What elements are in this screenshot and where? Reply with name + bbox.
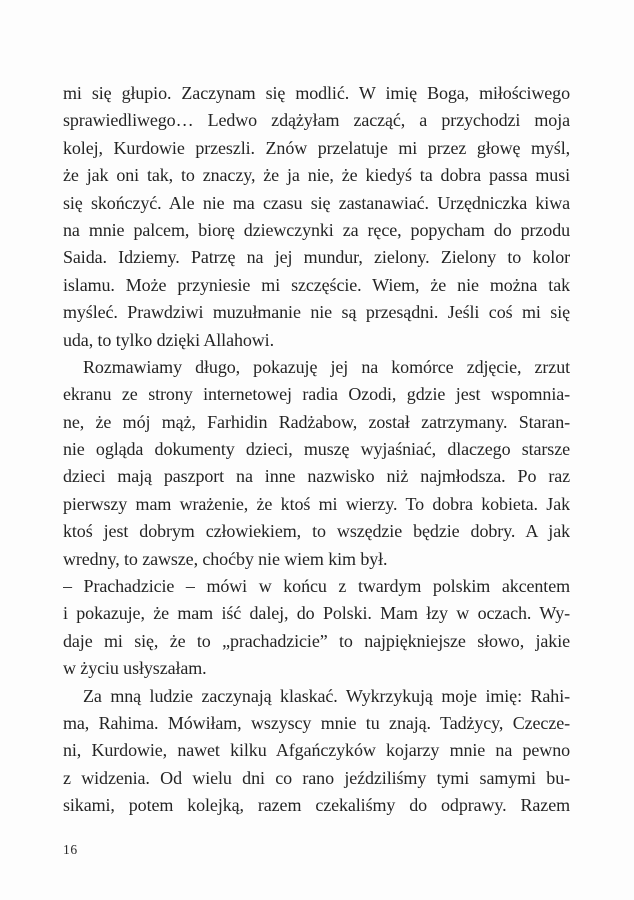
text-line: że jak oni tak, to znaczy, że ja nie, że kiedyś ta dobra passa musi — [63, 165, 570, 186]
text-line: dzieci mają paszport na inne nazwisko niż najmłodsza. Po raz — [63, 466, 570, 487]
text-line-paragraph-end: uda, to tylko dzięki Allahowi. — [63, 329, 274, 350]
text-line: nie ogląda dokumenty dzieci, muszę wyjaśniać, dlaczego starsze — [63, 439, 570, 460]
text-line-paragraph-end: w życiu usłyszałam. — [63, 658, 207, 679]
text-line-dialogue-start: – Prachadzicie – mówi w końcu z twardym polskim akcentem — [63, 576, 570, 597]
text-line: mi się głupio. Zaczynam się modlić. W imię Boga, miłościwego — [63, 83, 570, 103]
text-line: ni, Kurdowie, nawet kilku Afgańczyków kojarzy mnie na pewno — [63, 740, 570, 761]
text-line: kolej, Kurdowie przeszli. Znów przelatuje mi przez głowę myśl, — [63, 137, 570, 158]
text-line: ktoś jest dobrym człowiekiem, to wszędzie będzie dobry. A jak — [63, 521, 570, 542]
text-line: ma, Rahima. Mówiłam, wszyscy mnie tu znają. Tadżycy, Czecze- — [63, 712, 570, 733]
text-line: daje mi się, że to „prachadzicie” to najpiękniejsze słowo, jakie — [63, 630, 570, 651]
text-line-paragraph-end: wredny, to zawsze, choćby nie wiem kim był. — [63, 548, 388, 569]
page-number: 16 — [63, 842, 78, 857]
text-line: pierwszy mam wrażenie, że ktoś mi wierzy. To dobra kobieta. Jak — [63, 493, 570, 514]
text-line: islamu. Może przyniesie mi szczęście. Wiem, że nie można tak — [63, 274, 570, 295]
text-line: sprawiedliwego… Ledwo zdążyłam zacząć, a przychodzi moja — [63, 110, 570, 131]
body-text — [63, 80, 570, 820]
text-line: myśleć. Prawdziwi muzułmanie nie są przesądni. Jeśli coś mi się — [63, 302, 570, 323]
text-line: ekranu ze strony internetowej radia Ozodi, gdzie jest wspomnia- — [63, 384, 570, 405]
text-line: się skończyć. Ale nie ma czasu się zastanawiać. Urzędniczka kiwa — [63, 192, 570, 213]
text-line: na mnie palcem, biorę dziewczynki za ręce, popycham do przodu — [63, 219, 570, 240]
text-line: i pokazuje, że mam iść dalej, do Polski. Mam łzy w oczach. Wy- — [63, 603, 570, 624]
text-line: ne, że mój mąż, Farhidin Radżabow, został zatrzymany. Staran- — [63, 411, 570, 432]
text-line: sikami, potem kolejką, razem czekaliśmy do odprawy. Razem — [63, 795, 570, 816]
text-line-paragraph-start: Rozmawiamy długo, pokazuję jej na komórce zdjęcie, zrzut — [83, 356, 570, 377]
text-line: z widzenia. Od wielu dni co rano jeździliśmy tymi samymi bu- — [63, 767, 570, 788]
text-line: Saida. Idziemy. Patrzę na jej mundur, zielony. Zielony to kolor — [63, 247, 570, 268]
text-line-paragraph-start: Za mną ludzie zaczynają klaskać. Wykrzykują moje imię: Rahi- — [83, 685, 570, 706]
